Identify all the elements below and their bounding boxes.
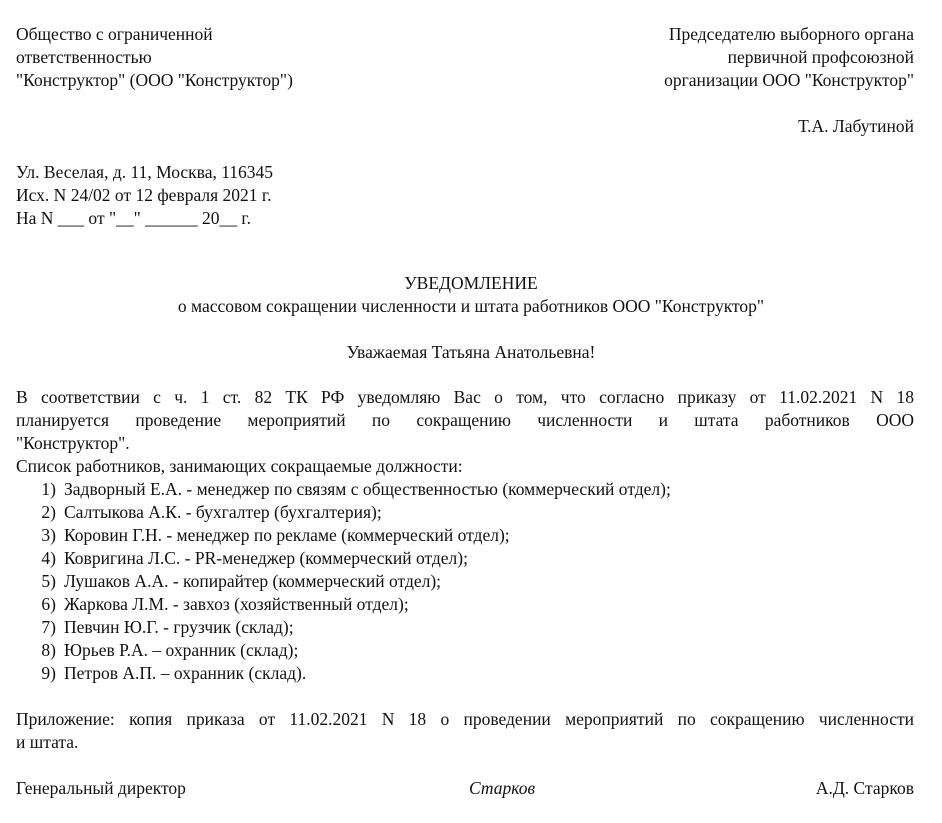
recipient-name: Т.А. Лабутиной <box>798 116 914 136</box>
list-item-text: Юрьев Р.А. – охранник (склад); <box>64 640 299 660</box>
recipient-line-1: Председателю выборного органа <box>668 24 914 44</box>
list-item-number: 2) <box>41 502 56 522</box>
sender-line-3: "Конструктор" (ООО "Конструктор") <box>16 70 293 90</box>
list-item-text: Жаркова Л.М. - завхоз (хозяйственный отдел); <box>64 594 409 614</box>
recipient-line-2: первичной профсоюзной <box>727 47 914 67</box>
list-item <box>36 616 294 638</box>
document-subtitle: о массовом сокращении численности и штата работников ООО "Конструктор" <box>177 296 765 316</box>
list-item-number: 9) <box>41 663 56 683</box>
list-item-text: Задворный Е.А. - менеджер по связям с общественностью (коммерческий отдел); <box>64 479 671 499</box>
attachment-line-1: Приложение: копия приказа от 11.02.2021 N 18 о проведении мероприятий по сокращению численности <box>16 709 914 729</box>
list-item-text: Салтыкова А.К. - бухгалтер (бухгалтерия); <box>64 502 382 522</box>
attachment-line-2: и штата. <box>16 732 79 752</box>
list-item <box>36 593 409 615</box>
list-intro: Список работников, занимающих сокращаемые должности: <box>16 456 463 476</box>
body-line-3: "Конструктор". <box>16 433 130 453</box>
list-item <box>36 524 510 546</box>
sender-line-2: ответственностью <box>16 47 152 67</box>
recipient-line-3: организации ООО "Конструктор" <box>664 70 914 90</box>
incoming-number: На N ___ от "__" ______ 20__ г. <box>16 208 251 228</box>
sender-line-1: Общество с ограниченной <box>16 24 213 44</box>
signatory-position: Генеральный директор <box>16 778 186 798</box>
list-item-number: 5) <box>41 571 56 591</box>
sender-address: Ул. Веселая, д. 11, Москва, 116345 <box>16 162 274 182</box>
list-item-number: 3) <box>41 525 56 545</box>
list-item <box>36 547 468 569</box>
document-title: УВЕДОМЛЕНИЕ <box>404 273 538 293</box>
outgoing-number: Исх. N 24/02 от 12 февраля 2021 г. <box>16 185 272 205</box>
list-item-text: Петров А.П. – охранник (склад). <box>64 663 307 683</box>
signature: Старков <box>469 778 536 798</box>
list-item-text: Ковригина Л.С. - PR-менеджер (коммерческий отдел); <box>64 548 468 568</box>
list-item <box>36 639 298 661</box>
list-item-text: Певчин Ю.Г. - грузчик (склад); <box>64 617 294 637</box>
list-item <box>36 570 441 592</box>
list-item <box>36 501 382 523</box>
body-line-2: планируется проведение мероприятий по сокращению численности и штата работников ООО <box>16 410 914 430</box>
body-line-1: В соответствии с ч. 1 ст. 82 ТК РФ уведомляю Вас о том, что согласно приказу от 11.02.2021 N 18 <box>16 387 914 407</box>
salutation: Уважаемая Татьяна Анатольевна! <box>346 342 596 362</box>
list-item-text: Лушаков А.А. - копирайтер (коммерческий отдел); <box>64 571 442 591</box>
list-item-number: 7) <box>41 617 56 637</box>
list-item-number: 1) <box>41 479 56 499</box>
list-item <box>36 662 306 684</box>
list-item-text: Коровин Г.Н. - менеджер по рекламе (коммерческий отдел); <box>64 525 510 545</box>
list-item <box>36 478 671 500</box>
signatory-name: А.Д. Старков <box>815 778 914 798</box>
list-item-number: 6) <box>41 594 56 614</box>
list-item-number: 8) <box>41 640 56 660</box>
list-item-number: 4) <box>41 548 56 568</box>
